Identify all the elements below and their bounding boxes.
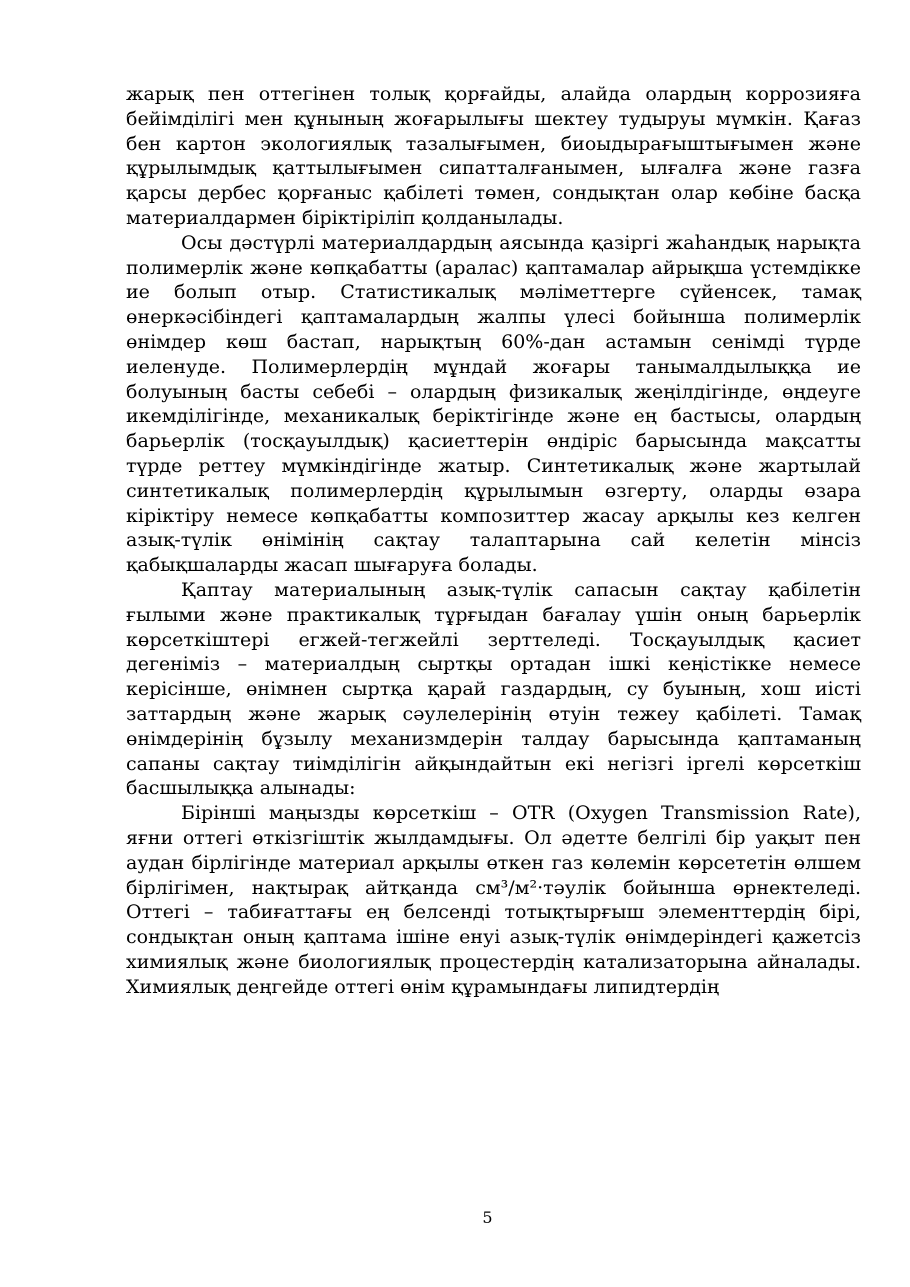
body-text [126,82,861,999]
paragraph-barrier-properties: Қаптау материалының азық-түлік сапасын сақтау қабілетін ғылыми және практикалық тұрғыдан бағалау үшін оның барьерлік көрсеткіштері егжей-тегжейлі зерттеледі. Тосқауылдық қасиет дегеніміз – материалдың сыртқы ортадан ішкі кеңістікке немесе керісінше, өнімнен сыртқа қарай газдардың, су буының, хош иісті заттардың және жарық сәулелерінің өтуін тежеу қабілеті. Тамақ өнімдерінің бұзылу механизмдерін талдау барысында қаптаманың сапаны сақтау тиімділігін айқындайтын екі негізгі іргелі көрсеткіш басшылыққа алынады: [126,578,861,800]
paragraph-continuation: жарық пен оттегінен толық қорғайды, алайда олардың коррозияға бейімділігі мен құнының жоғарылығы шектеу тудыруы мүмкін. Қағаз бен картон экологиялық тазалығымен, биоыдырағыштығымен және құрылымдық қаттылығымен сипатталғанымен, ылғалға және газға қарсы дербес қорғаныс қабілеті төмен, сондықтан олар көбіне басқа материалдармен біріктіріліп қолданылады. [126,83,861,229]
page-number: 5 [482,1208,493,1227]
paragraph-polymer-packaging: Осы дәстүрлі материалдардың аясында қазіргі жаһандық нарықта полимерлік және көпқабатты (аралас) қаптамалар айрықша үстемдікке ие болып отыр. Статистикалық мәліметтерге сүйенсек, тамақ өнеркәсібіндегі қаптамалардың жалпы үлесі бойынша полимерлік өнімдер көш бастап, нарықтың 60%-дан астамын сенімді түрде иеленуде. Полимерлердің мұндай жоғары танымалдылыққа ие болуының басты себебі – олардың физикалық жеңілдігінде, өңдеуге икемділігінде, механикалық беріктігінде және ең бастысы, олардың барьерлік (тосқауылдық) қасиеттерін өндіріс барысында мақсатты түрде реттеу мүмкіндігінде жатыр. Синтетикалық және жартылай синтетикалық полимерлердің құрылымын өзгерту, оларды өзара кіріктіру немесе көпқабатты композиттер жасау арқылы кез келген азық-түлік өнімінің сақтау талаптарына сай келетін мінсіз қабықшаларды жасап шығаруға болады. [126,231,861,577]
paragraph-otr: Бірінші маңызды көрсеткіш – OTR (Oxygen Transmission Rate), яғни оттегі өткізгіштік жылдамдығы. Ол әдетте белгілі бір уақыт пен аудан бірлігінде материал арқылы өткен газ көлемін көрсететін өлшем бірлігімен, нақтырақ айтқанда см³/м²·тәулік бойынша өрнектеледі. Оттегі – табиғаттағы ең белсенді тотықтырғыш элементтердің бірі, сондықтан оның қаптама ішіне енуі азық-түлік өнімдеріндегі қажетсіз химиялық және биологиялық процестердің катализаторына айналады. Химиялық деңгейде оттегі өнім құрамындағы липидтердің [126,802,861,998]
